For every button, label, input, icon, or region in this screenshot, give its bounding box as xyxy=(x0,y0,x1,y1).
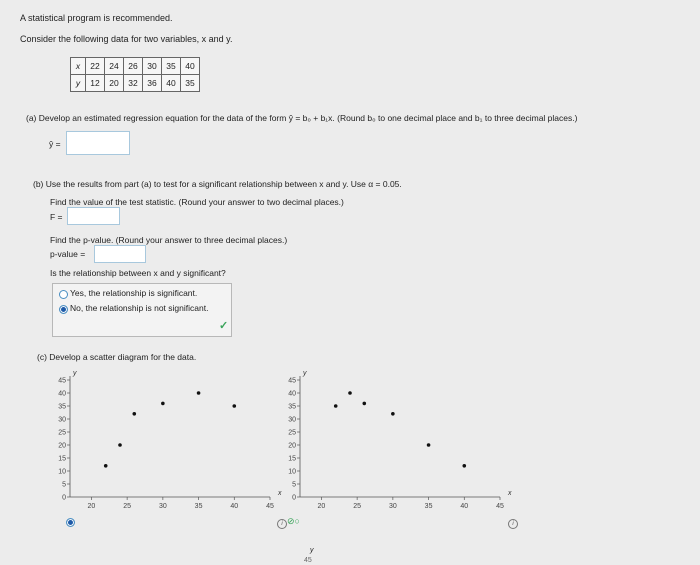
y-tick-label: 25 xyxy=(288,429,296,437)
f-prompt: Find the value of the test statistic. (Round your answer to two decimal places.) xyxy=(50,197,344,207)
y-tick-label: 5 xyxy=(292,481,296,489)
y-tick-label: 40 xyxy=(288,390,296,398)
y-axis-label: y xyxy=(73,370,77,377)
data-point xyxy=(132,412,136,416)
data-point xyxy=(334,404,338,408)
data-point xyxy=(118,443,122,447)
y-tick-label: 30 xyxy=(288,416,296,424)
x-tick-label: 20 xyxy=(87,503,96,510)
x-tick-label: 40 xyxy=(460,503,469,510)
table-cell: 22 xyxy=(86,58,105,75)
data-point xyxy=(462,464,466,468)
y-axis-label: y xyxy=(303,370,307,377)
x-tick-label: 45 xyxy=(496,503,504,510)
table-cell: 35 xyxy=(181,75,200,92)
table-row-x xyxy=(71,58,200,75)
x-axis-label: x xyxy=(508,490,512,497)
part-c-text: (c) Develop a scatter diagram for the data. xyxy=(37,352,197,362)
y-tick-label: 45 xyxy=(58,377,66,385)
scatter-plot-option-1[interactable] xyxy=(40,365,300,515)
radio-plot-1[interactable] xyxy=(66,518,75,527)
y-tick-label: 15 xyxy=(288,455,296,463)
x-tick-label: 35 xyxy=(424,503,433,510)
table-cell: 40 xyxy=(181,58,200,75)
radio-yes[interactable] xyxy=(59,290,68,299)
y-tick-label: 35 xyxy=(58,403,66,411)
y-tick-label: 10 xyxy=(288,468,296,476)
data-point xyxy=(161,402,165,406)
table-row-y xyxy=(71,75,200,92)
x-tick-label: 35 xyxy=(194,503,203,510)
data-point xyxy=(104,464,108,468)
table-cell: 24 xyxy=(105,58,124,75)
table-cell: 35 xyxy=(162,58,181,75)
f-label: F = xyxy=(50,212,63,222)
data-point xyxy=(232,404,236,408)
x-tick-label: 45 xyxy=(266,503,274,510)
table-header-x: x xyxy=(71,58,86,75)
regression-equation-input[interactable] xyxy=(66,131,130,155)
x-tick-label: 25 xyxy=(353,503,362,510)
y-tick-label: 15 xyxy=(58,455,66,463)
x-tick-label: 20 xyxy=(317,503,326,510)
y-tick-label: 45 xyxy=(288,377,296,385)
y-tick-label: 20 xyxy=(58,442,66,450)
table-cell: 30 xyxy=(143,58,162,75)
table-cell: 40 xyxy=(162,75,181,92)
info-icon[interactable]: i xyxy=(277,519,287,529)
data-point xyxy=(427,443,431,447)
option-no-label[interactable]: No, the relationship is not significant. xyxy=(70,303,209,313)
x-tick-label: 25 xyxy=(123,503,132,510)
table-header-y: y xyxy=(71,75,86,92)
y-tick-label: 20 xyxy=(288,442,296,450)
y-tick-label: 0 xyxy=(62,494,66,502)
significance-question: Is the relationship between x and y significant? xyxy=(50,268,226,278)
y-tick-label: 5 xyxy=(62,481,66,489)
table-cell: 32 xyxy=(124,75,143,92)
significance-choice-box xyxy=(52,283,232,337)
x-tick-label: 30 xyxy=(158,503,167,510)
part-b-text: (b) Use the results from part (a) to test for a significant relationship between x and y. Use α = 0.05. xyxy=(33,179,402,189)
table-cell: 26 xyxy=(124,58,143,75)
scatter-plot-option-2[interactable] xyxy=(270,365,530,515)
p-value-input[interactable] xyxy=(94,245,146,263)
data-point xyxy=(348,391,352,395)
option-yes-label[interactable]: Yes, the relationship is significant. xyxy=(70,288,198,298)
data-point xyxy=(197,391,201,395)
intro-line-2: Consider the following data for two variables, x and y. xyxy=(20,34,233,44)
y-tick-label: 40 xyxy=(58,390,66,398)
partial-plot-top-tick: 45 xyxy=(304,557,312,564)
y-tick-label: 25 xyxy=(58,429,66,437)
table-cell: 20 xyxy=(105,75,124,92)
x-axis-label: x xyxy=(278,490,282,497)
y-tick-label: 35 xyxy=(288,403,296,411)
data-point xyxy=(391,412,395,416)
y-tick-label: 30 xyxy=(58,416,66,424)
info-icon[interactable]: i xyxy=(508,519,518,529)
data-table xyxy=(70,57,200,92)
intro-line-1: A statistical program is recommended. xyxy=(20,13,173,23)
partial-plot-ylabel: y xyxy=(310,547,314,554)
f-statistic-input[interactable] xyxy=(67,207,120,225)
y-tick-label: 10 xyxy=(58,468,66,476)
x-tick-label: 40 xyxy=(230,503,239,510)
checkmark-icon: ✓ xyxy=(219,320,229,332)
p-label: p-value = xyxy=(50,249,86,259)
radio-plot-2-icon[interactable]: ⊘○ xyxy=(287,516,300,526)
radio-no[interactable] xyxy=(59,305,68,314)
yhat-label: ŷ = xyxy=(49,139,61,149)
p-prompt: Find the p-value. (Round your answer to three decimal places.) xyxy=(50,235,288,245)
x-tick-label: 30 xyxy=(388,503,397,510)
table-cell: 12 xyxy=(86,75,105,92)
y-tick-label: 0 xyxy=(292,494,296,502)
data-point xyxy=(362,402,366,406)
table-cell: 36 xyxy=(143,75,162,92)
part-a-text: (a) Develop an estimated regression equation for the data of the form ŷ = b₀ + b₁x. (Round b₀ to one decimal place and b₁ to three decimal places.) xyxy=(26,113,578,123)
